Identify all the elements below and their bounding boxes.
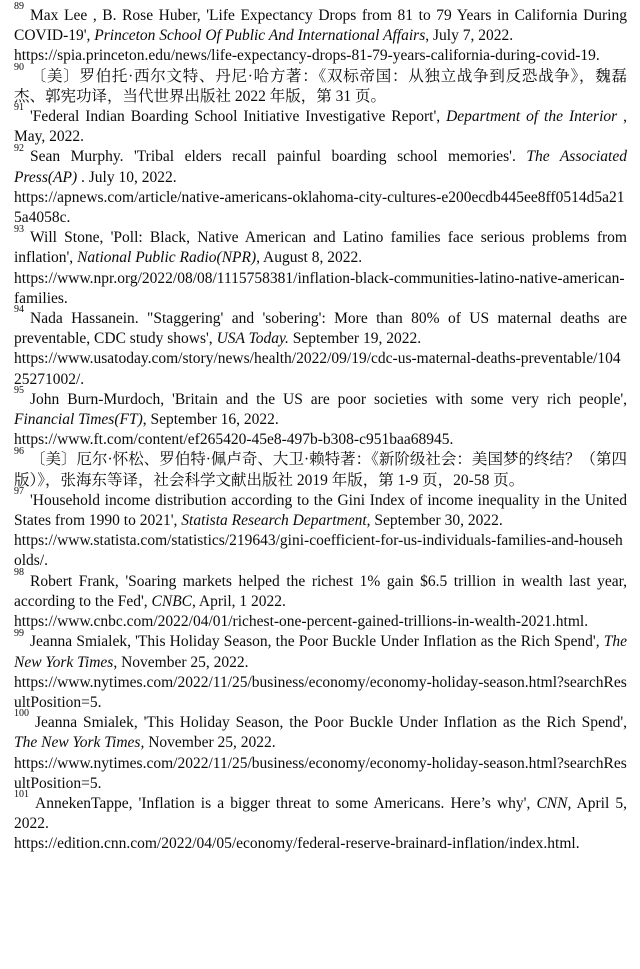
cited-source-name: CNBC [151, 592, 193, 610]
footnote-number: 94 [14, 304, 24, 316]
footnote-number: 89 [14, 1, 24, 13]
citation-url: https://www.ft.com/content/ef265420-45e8-497b-b308-c951baa68945. [14, 431, 454, 449]
footnote-number: 91 [14, 102, 24, 114]
footnote-101 [14, 789, 627, 855]
citation-text: , September 30, 2022. [366, 512, 503, 530]
footnote-93 [14, 223, 627, 309]
cited-source-name: USA Today. [216, 330, 289, 348]
citation-text: . July 10, 2022. [77, 168, 177, 186]
citation-text: Will Stone, 'Poll: Black, Native American and Latino families face serious problems from inflation', [14, 229, 627, 267]
footnote-number: 101 [14, 789, 29, 801]
cited-source-name: Financial Times(FT) [14, 411, 143, 429]
citation-url: https://www.npr.org/2022/08/08/1115758381/inflation-black-communities-latino-native-american-families. [14, 269, 625, 307]
footnote-number: 97 [14, 486, 24, 498]
footnote-number: 93 [14, 223, 24, 235]
citation-text: AnnekenTappe, 'Inflation is a bigger threat to some Americans. Here’s why', [35, 794, 537, 812]
footnote-99 [14, 627, 627, 713]
cited-source-name: Department of the Interior [446, 108, 618, 126]
footnote-94 [14, 304, 627, 390]
citation-text: John Burn-Murdoch, 'Britain and the US are poor societies with some very rich people', [30, 390, 627, 408]
footnote-96 [14, 445, 627, 490]
citation-url: https://www.nytimes.com/2022/11/25/business/economy/economy-holiday-season.html?searchResultPosition=5. [14, 754, 627, 792]
cited-source-name: CNN, [536, 794, 572, 812]
citation-text: , May, 2022. [14, 108, 627, 146]
cited-source-name: Princeton School Of Public And International Affairs [94, 27, 426, 45]
footnote-100 [14, 708, 627, 794]
citation-url: https://apnews.com/article/native-americans-oklahoma-city-cultures-e200ecdb445ee8ff0514d5a215a4058c. [14, 188, 625, 227]
citation-text: September 19, 2022. [288, 330, 422, 348]
citation-text: , April, 1 2022. [192, 592, 286, 610]
cited-source-name: The New York Times [14, 633, 627, 671]
footnote-91 [14, 102, 627, 147]
citation-text: Nada Hassanein. "Staggering' and 'sobering': More than 80% of US maternal deaths are preventable, CDC study shows', [14, 310, 627, 348]
citation-text: Jeanna Smialek, 'This Holiday Season, the Poor Buckle Under Inflation as the Rich Spend', [35, 714, 627, 732]
footnote-97 [14, 486, 627, 572]
footnote-number: 99 [14, 627, 24, 639]
cited-source-name: The Associated Press(AP) [14, 148, 627, 186]
citation-text: April 5, 2022. [14, 794, 627, 833]
citation-text: 'Household income distribution according to the Gini Index of income inequality in the United States from 1990 to 2021', [14, 491, 627, 530]
footnote-number: 98 [14, 567, 24, 579]
citation-text: , July 7, 2022. [425, 27, 514, 45]
footnote-95 [14, 385, 627, 451]
citation-text: November 25, 2022. [144, 734, 276, 752]
footnote-number: 100 [14, 708, 29, 720]
cited-source-name: Statista Research Department [181, 512, 367, 530]
citation-text: , September 16, 2022. [142, 411, 279, 429]
footnote-number: 92 [14, 142, 24, 154]
citation-text: 'Federal Indian Boarding School Initiative Investigative Report', [30, 108, 447, 126]
citation-text: 〔美〕厄尔·怀松、罗伯特·佩卢奇、大卫·赖特著：《新阶级社会：美国梦的终结？（第四版）》，张海东等译，社会科学文献出版社 2019 年版，第 1-9 页，20-58 页。 [14, 451, 627, 489]
citation-url: https://spia.princeton.edu/news/life-expectancy-drops-81-79-years-california-during-covid-19. [14, 47, 600, 65]
footnote-90 [14, 61, 627, 107]
footnote-98 [14, 567, 627, 633]
citation-text: Sean Murphy. 'Tribal elders recall painful boarding school memories'. [30, 148, 527, 166]
footnote-92 [14, 142, 627, 228]
citation-text: , November 25, 2022. [113, 653, 249, 671]
citation-text: Max Lee , B. Rose Huber, 'Life Expectancy Drops from 81 to 79 Years in California During COVID-19', [14, 7, 627, 45]
footnote-number: 90 [14, 61, 24, 73]
citation-url: https://www.nytimes.com/2022/11/25/business/economy/economy-holiday-season.html?searchResultPosition=5. [14, 673, 627, 711]
citation-text: 〔美〕罗伯托·西尔文特、丹尼·哈方著：《双标帝国：从独立战争到反恐战争》，魏磊杰、郭宪功译，当代世界出版社 2022 年版，第 31 页。 [14, 67, 627, 105]
citation-url: https://www.statista.com/statistics/219643/gini-coefficient-for-us-individuals-families-and-households/. [14, 532, 623, 570]
cited-source-name: The New York Times, [14, 734, 145, 752]
citation-url: https://www.usatoday.com/story/news/health/2022/09/19/cdc-us-maternal-deaths-preventable/10425271002/. [14, 350, 621, 388]
cited-source-name: National Public Radio(NPR) [77, 249, 257, 267]
footnote-list [14, 1, 627, 855]
citation-text: Jeanna Smialek, 'This Holiday Season, the Poor Buckle Under Inflation as the Rich Spend', [30, 633, 604, 651]
citation-url: https://www.cnbc.com/2022/04/01/richest-one-percent-gained-trillions-in-wealth-2021.html. [14, 613, 589, 631]
footnote-number: 96 [14, 445, 24, 457]
citation-text: , August 8, 2022. [256, 249, 363, 267]
footnote-89 [14, 1, 627, 67]
footnote-number: 95 [14, 385, 24, 397]
citation-url: https://edition.cnn.com/2022/04/05/economy/federal-reserve-brainard-inflation/index.html. [14, 835, 580, 853]
citation-text: Robert Frank, 'Soaring markets helped the richest 1% gain $6.5 trillion in wealth last year, according to the Fed', [14, 572, 627, 610]
